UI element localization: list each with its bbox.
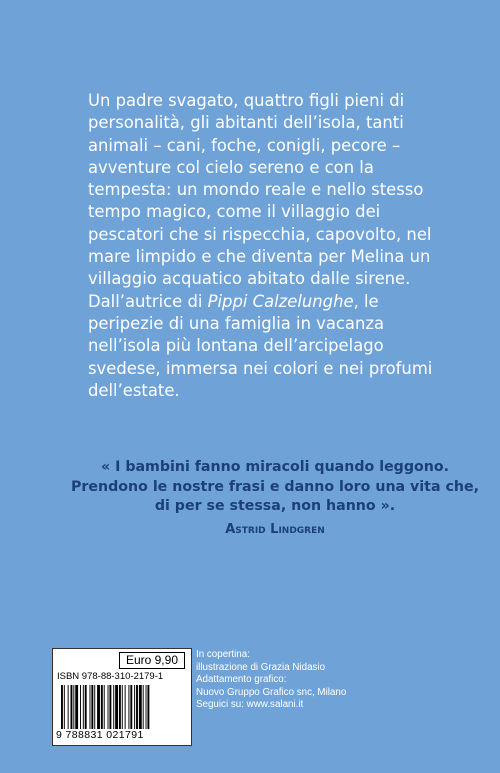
quote-line-1: « I bambini fanno miracoli quando leggono.: [101, 459, 449, 475]
blurb-paragraph-1: Un padre svagato, quattro figli pieni di personalità, gli abitanti dell’isola, tanti animali – cani, foche, conigli, pecore – avventure col cielo sereno e con la tempesta: un mondo reale e nello stesso tempo magico, come il villaggio dei pescatori che si rispecchia, capovolto, nel mare limpido e che diventa per Melina un villaggio acquatico abitato dalle sirene.: [88, 91, 432, 289]
credits-line-4: Nuovo Gruppo Grafico snc, Milano: [196, 686, 347, 698]
price-label: Euro 9,90: [119, 652, 185, 669]
blurb-paragraph-2: [88, 291, 458, 402]
credits-line-1: In copertina:: [196, 649, 250, 660]
credits-line-5: Seguici su: www.salani.it: [196, 699, 304, 711]
credits-line-3: Adattamento grafico:: [196, 674, 287, 686]
quote-line-2: Prendono le nostre frasi e danno loro una vita che,: [71, 478, 479, 495]
barcode-digits: 9 788831 021791: [56, 729, 144, 741]
cover-credits: [196, 649, 426, 712]
blurb-paragraph-2-end: , le peripezie di una famiglia in vacanza nell’isola più lontana dell’arcipelago svedese, immersa nei colori e nei profumi dell’estate.: [88, 291, 433, 400]
author-quote: [50, 458, 500, 539]
barcode-graphic: [61, 685, 185, 729]
quote-author: Astrid Lindgren: [225, 521, 325, 537]
isbn-number: ISBN 978-88-310-2179-1: [57, 671, 164, 682]
blurb-paragraph-2-start: Dall’autrice di: [88, 291, 208, 311]
credits-line-2: illustrazione di Grazia Nidasio: [196, 661, 326, 673]
quote-line-3: di per se stessa, non hanno ».: [154, 498, 396, 514]
back-cover-blurb: [88, 90, 458, 402]
book-title-pippi: Pippi Calzelunghe: [207, 291, 354, 311]
barcode-panel: [52, 648, 192, 746]
